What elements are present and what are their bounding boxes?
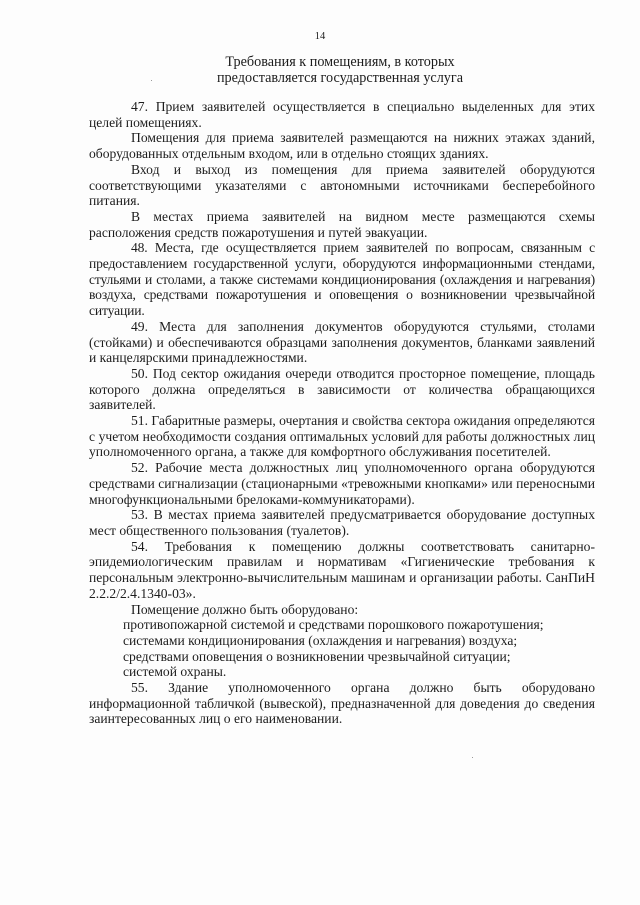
list-item: средствами оповещения о возникновении чрезвычайной ситуации; [123,648,511,664]
list-item: системами кондиционирования (охлаждения и нагревания) воздуха; [123,632,518,648]
paragraph-50: 50. Под сектор ожидания очереди отводится просторное помещение, площадь которого должна определяться в зависимости от количества обращающихся заявителей. [89,365,595,413]
paragraph-51: 51. Габаритные размеры, очертания и свойства сектора ожидания определяются с учетом необходимости создания оптимальных условий для работы должностных лиц уполномоченного органа, а также для комфортного обслуживания посетителей. [89,413,595,460]
page-number: 14 [314,31,326,42]
paragraph-55: 55. Здание уполномоченного органа должно быть оборудовано информационной табличкой (вывеской), предназначенной для доведения до сведения заинтересованных лиц о его наименовании. [89,680,595,727]
document-body [89,99,595,727]
paragraph-54: 54. Требования к помещению должны соответствовать санитарно-эпидемиологическим правилам и нормативам «Гигиенические требования к персональным электронно-вычислительным машинам и организации работы. СанПиН 2.2.2/2.4.1340-03». [89,538,595,601]
paragraph-premises-location: Помещения для приема заявителей размещаются на нижних этажах зданий, оборудованных отдельным входом, или в отдельно стоящих зданиях. [89,130,595,162]
scan-speck [151,80,152,81]
section-heading [130,54,550,86]
paragraph-equipment-intro: Помещение должно быть оборудовано: [131,601,359,617]
section-heading-line-2: предоставляется государственная услуга [216,70,464,86]
paragraph-evacuation-schemes: В местах приема заявителей на видном месте размещаются схемы расположения средств пожаротушения и путей эвакуации. [89,208,595,240]
paragraph-47: 47. Прием заявителей осуществляется в специально выделенных для этих целей помещениях. [89,99,595,130]
list-item: системой охраны. [123,664,227,680]
paragraph-entrance-signs: Вход и выход из помещения для приема заявителей оборудуются соответствующими указателями с автономными источниками бесперебойного питания. [89,161,595,209]
list-item: противопожарной системой и средствами порошкового пожаротушения; [123,617,544,633]
paragraph-53: 53. В местах приема заявителей предусматривается оборудование доступных мест общественного пользования (туалетов). [89,507,595,538]
paragraph-48: 48. Места, где осуществляется прием заявителей по вопросам, связанным с предоставлением государственной услуги, оборудуются информационными стендами, стульями и столами, а также системами кондиционирования (охлаждения и нагревания) воздуха, средствами пожаротушения и оповещения о возникновении чрезвычайной ситуации. [89,240,595,319]
paragraph-49: 49. Места для заполнения документов оборудуются стульями, столами (стойками) и обеспечиваются образцами заполнения документов, бланками заявлений и канцелярскими принадлежностями. [89,318,595,366]
section-heading-line-1: Требования к помещениям, в которых [225,54,455,70]
paragraph-52: 52. Рабочие места должностных лиц уполномоченного органа оборудуются средствами сигнализации (стационарными «тревожными кнопками» или переносными многофункциональными брелоками-коммуникаторами). [89,460,595,507]
scan-speck [472,757,473,758]
